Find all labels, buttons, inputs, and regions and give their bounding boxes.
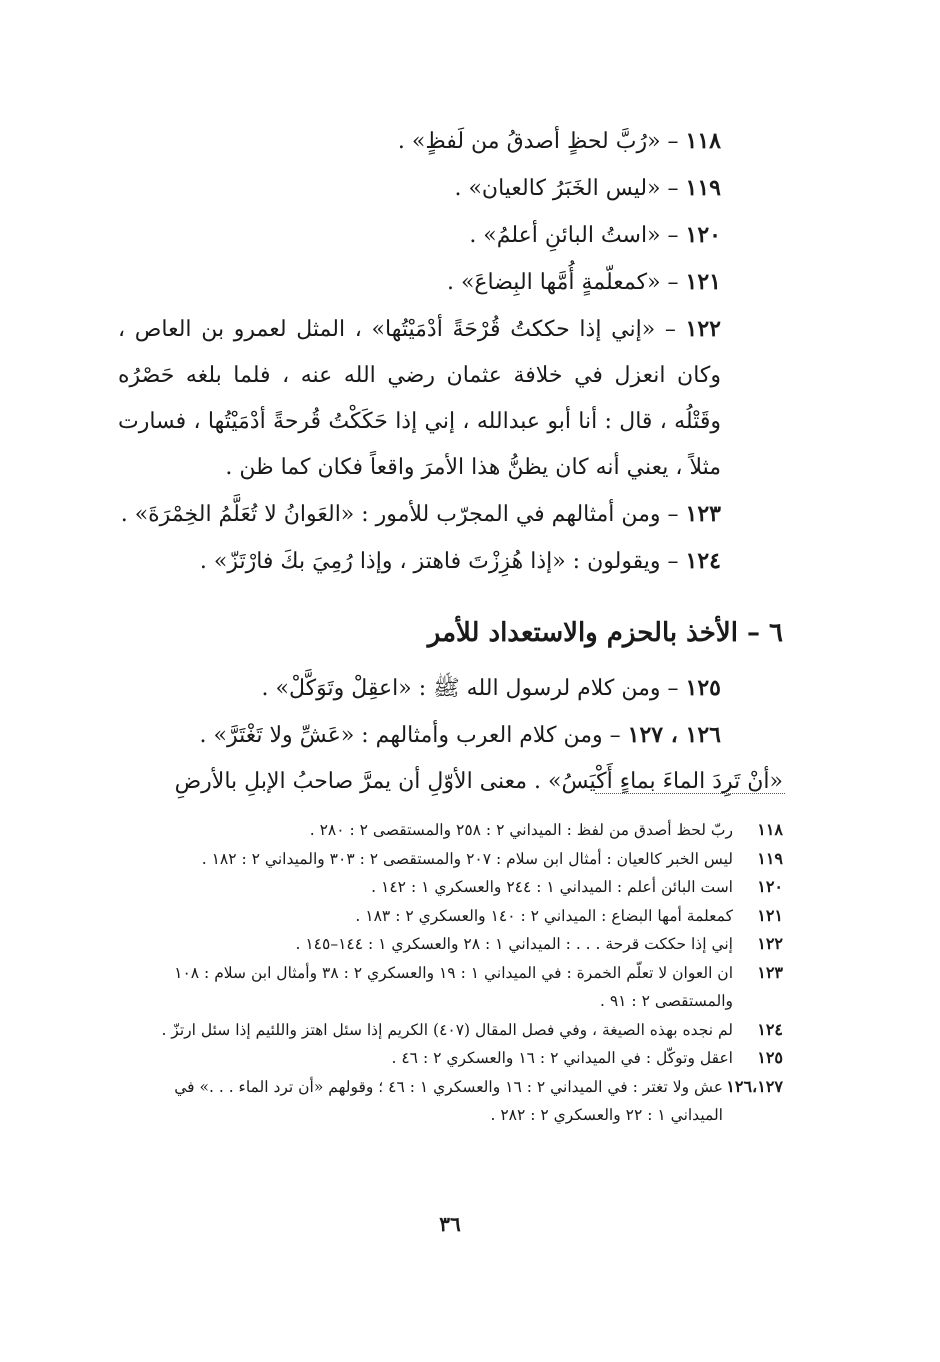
entry-121 — [118, 259, 783, 306]
footnote-number: ١٢٦،١٢٧ — [726, 1076, 783, 1096]
entry-text: – ومن كلام العرب وأمثالهم : «عَشِّ ولا تَغْتَرَّ» . — [199, 723, 621, 748]
footnote-divider — [595, 793, 785, 794]
footnote — [118, 902, 783, 931]
footnote-number: ١٢٢ — [757, 934, 783, 953]
entry-number: ١١٨ — [685, 128, 721, 154]
entry-text: – «كمعلّمةٍ أُمَّها البِضاعَ» . — [446, 270, 679, 295]
footnote — [118, 959, 783, 1016]
entry-text: – ومن كلام لرسول الله ﷺ : «اعقِلْ وتَوَكَّلْ» . — [261, 676, 679, 701]
entry-number: ١٢٢ — [685, 316, 721, 342]
footnote-text: إني إذا حككت قرحة . . . : الميداني ١ : ٢٨ والعسكري ١ : ١٤٤–١٤٥ . — [295, 935, 733, 953]
footnote — [118, 1016, 783, 1045]
footnote — [118, 1044, 783, 1073]
entry-126-127 — [118, 712, 783, 759]
section-heading: ٦ – الأخذ بالحزم والاستعداد للأمر — [427, 618, 783, 648]
footnote — [118, 845, 783, 874]
entry-120 — [118, 212, 783, 259]
entry-number: ١٢٠ — [685, 222, 721, 248]
entry-number: ١١٩ — [685, 175, 721, 201]
footnote — [118, 1073, 783, 1130]
footnote-text: لم نجده بهذه الصيغة ، وفي فصل المقال (٤٠٧) الكريم إذا سئل اهتز واللئيم إذا سئل ارتزّ . — [161, 1020, 733, 1039]
footnote-number: ١٢٥ — [757, 1048, 783, 1067]
main-text — [118, 118, 783, 805]
entry-text: – «استُ البائنِ أعلمُ» . — [469, 223, 679, 248]
page-number: ٣٦ — [439, 1212, 461, 1236]
footnote — [118, 930, 783, 959]
entry-124 — [118, 538, 783, 585]
footnote-text: ليس الخبر كالعيان : أمثال ابن سلام : ٢٠٧ والمستقصى ٢ : ٣٠٣ والميداني ٢ : ١٨٢ . — [201, 849, 733, 868]
footnote-text: است البائن أعلم : الميداني ١ : ٢٤٤ والعسكري ١ : ١٤٢ . — [371, 878, 733, 896]
footnote-text: عش ولا تغتر : في الميداني ٢ : ١٦ والعسكري ١ : ٤٦ ؛ وقولهم «أن ترد الماء . . .» في الميداني ١ : ٢٢ والعسكري ٢ : ٢٨٢ . — [174, 1077, 723, 1124]
footnote-text: اعقل وتوكّل : في الميداني ٢ : ١٦ والعسكري ٢ : ٤٦ . — [391, 1049, 733, 1067]
entry-number: ١٢٤ — [685, 548, 721, 574]
footnote-number: ١٢٠ — [757, 877, 783, 896]
footnotes — [118, 816, 783, 1130]
entry-125 — [118, 665, 783, 712]
entry-119 — [118, 165, 783, 212]
footnote-text: ان العوان لا تعلّم الخمرة : في الميداني ١ : ١٩ والعسكري ٢ : ٣٨ وأمثال ابن سلام : ١٠٨ والمستقصى ٢ : ٩١ . — [174, 963, 733, 1010]
entry-text: – ويقولون : «إذا هُزِزْتَ فاهتز ، وإذا رُمِيَ بكَ فارْتَزّ» . — [199, 549, 679, 574]
footnote-number: ١١٨ — [757, 820, 783, 839]
entry-text: – «ليس الخَبَرُ كالعيان» . — [454, 176, 679, 201]
footnote-text: كمعلمة أمها البضاع : الميداني ٢ : ١٤٠ والعسكري ٢ : ١٨٣ . — [355, 906, 733, 925]
entry-number: ١٢٥ — [685, 675, 721, 701]
footnote-number: ١٢٤ — [757, 1019, 783, 1039]
entry-122 — [118, 306, 783, 491]
entry-number: ١٢٣ — [685, 501, 721, 527]
footnote-number: ١٢١ — [757, 905, 783, 925]
entry-118 — [118, 118, 783, 165]
footnote-number: ١٢٣ — [757, 962, 783, 982]
continuation-line: «أنْ تَرِدَ الماءَ بماءٍ أَكْيَسُ» . معنى الأوّلِ أن يمرَّ صاحبُ الإبلِ بالأرضِ — [174, 769, 783, 794]
footnote — [118, 816, 783, 845]
entry-number: ١٢٦ ، ١٢٧ — [627, 722, 721, 748]
footnote-number: ١١٩ — [757, 848, 783, 868]
entry-text: – «رُبَّ لحظٍ أصدقُ من لَفظٍ» . — [397, 129, 679, 154]
footnote-text: ربّ لحظ أصدق من لفظ : الميداني ٢ : ٢٥٨ والمستقصى ٢ : ٢٨٠ . — [309, 821, 733, 839]
entry-123 — [118, 491, 783, 538]
entry-text: – «إني إذا حككتُ قُرْحَةً أدْمَيْتُها» ، المثل لعمرو بن العاص ، وكان انعزل في خلافة عثمان رضي الله عنه ، فلما بلغه حَصْرُه وقَتْلُه ، قال : أنا أبو عبدالله ، إني إذا حَكَكْتُ قُرحةً أدْمَيْتُها ، فسارت مثلاً ، يعني أنه كان يظنُّ هذا الأمرَ واقعاً فكان كما ظن . — [118, 317, 721, 480]
entry-text: – ومن أمثالهم في المجرّب للأمور : «العَوانُ لا تُعَلَّمُ الخِمْرَةَ» . — [120, 502, 679, 527]
entry-number: ١٢١ — [685, 269, 721, 295]
footnote — [118, 873, 783, 902]
